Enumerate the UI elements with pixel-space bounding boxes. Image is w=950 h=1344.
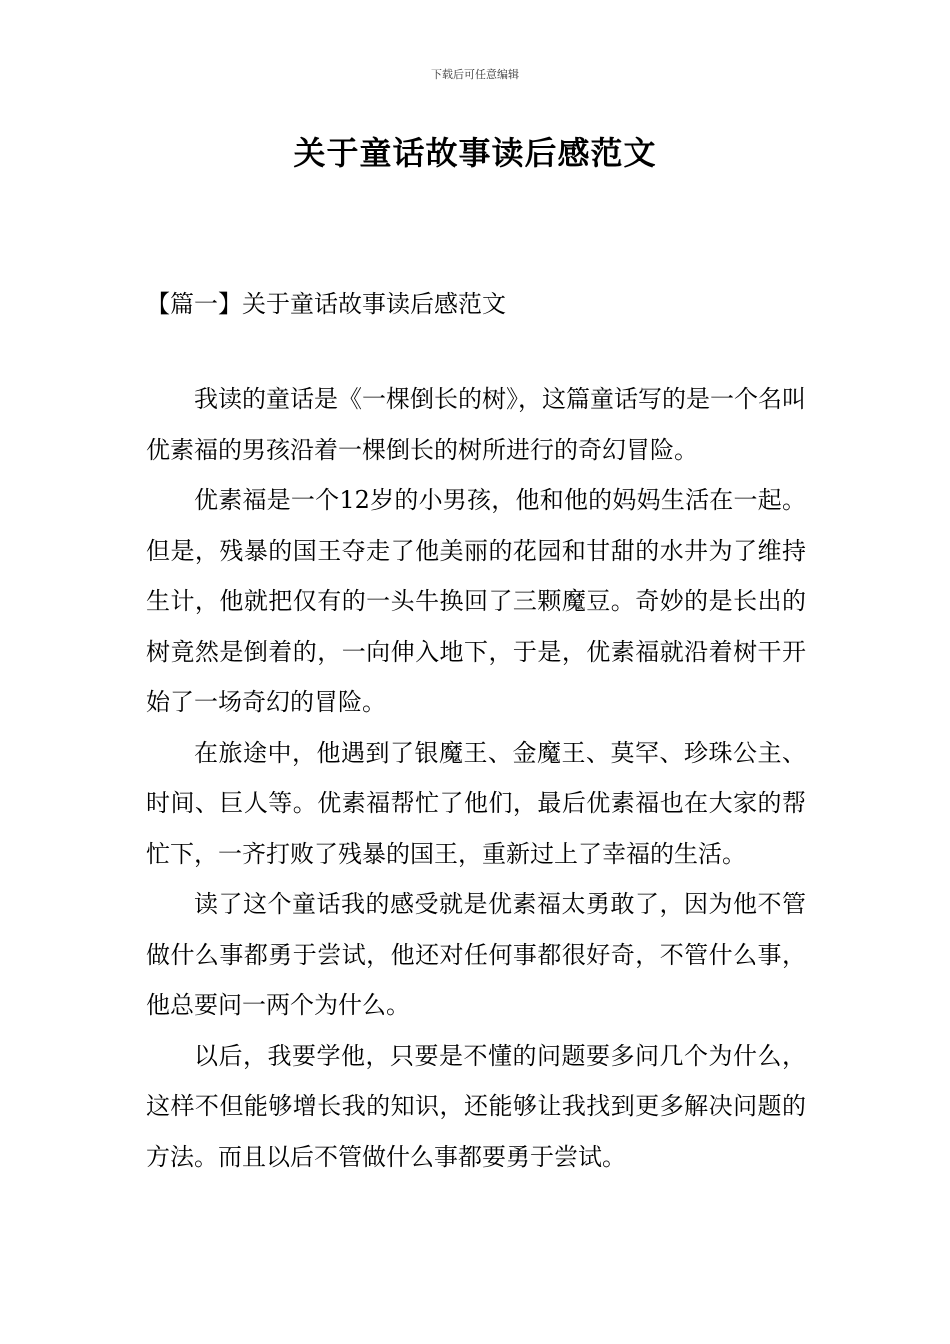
document-title: 关于童话故事读后感范文 bbox=[293, 134, 657, 172]
paragraph: 以后，我要学他，只要是不懂的问题要多问几个为什么，这样不但能够增长我的知识，还能够让我找到更多解决问题的方法。而且以后不管做什么事都要勇于尝试。 bbox=[146, 1041, 806, 1171]
header-note: 下载后可任意编辑 bbox=[431, 68, 519, 81]
paragraph: 在旅途中，他遇到了银魔王、金魔王、莫罕、珍珠公主、时间、巨人等。优素福帮忙了他们，最后优素福也在大家的帮忙下，一齐打败了残暴的国王，重新过上了幸福的生活。 bbox=[146, 738, 806, 868]
paragraph: 优素福是一个12岁的小男孩，他和他的妈妈生活在一起。但是，残暴的国王夺走了他美丽的花园和甘甜的水井为了维持生计，他就把仅有的一头牛换回了三颗魔豆。奇妙的是长出的树竟然是倒着的，一向伸入地下，于是，优素福就沿着树干开始了一场奇幻的冒险。 bbox=[146, 486, 806, 716]
section-heading: 【篇一】关于童话故事读后感范文 bbox=[146, 290, 506, 318]
article-body bbox=[146, 374, 806, 1182]
paragraph: 读了这个童话我的感受就是优素福太勇敢了，因为他不管做什么事都勇于尝试，他还对任何事都很好奇，不管什么事，他总要问一两个为什么。 bbox=[146, 890, 806, 1019]
paragraph: 我读的童话是《一棵倒长的树》，这篇童话写的是一个名叫优素福的男孩沿着一棵倒长的树所进行的奇幻冒险。 bbox=[146, 385, 806, 464]
